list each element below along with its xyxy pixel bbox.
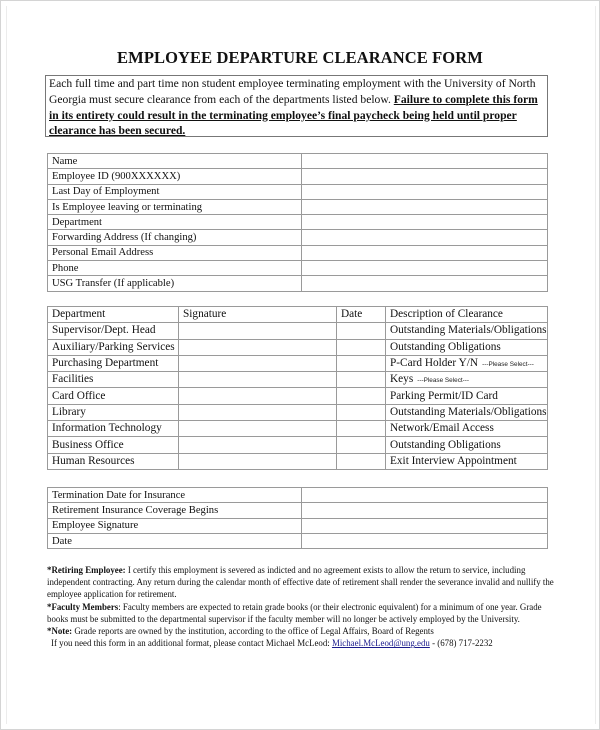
description-text: Outstanding Obligations [390, 340, 501, 353]
field-input[interactable] [302, 261, 548, 276]
date-field[interactable] [337, 453, 386, 469]
date-field[interactable] [337, 437, 386, 453]
field-label: Employee ID (900XXXXXX) [48, 169, 302, 184]
note-faculty: *Faculty Members: Faculty members are expected to retain grade books (or their electronic equivalent) for a minimum of one year. Grade books must be submitted to the departmental supervisor if the faculty member will no longer be actively employed by the University. [47, 601, 542, 624]
clearance-row [48, 355, 548, 371]
field-input[interactable] [302, 169, 548, 184]
clearance-description [386, 404, 548, 420]
clearance-description [386, 339, 548, 355]
field-input[interactable] [302, 533, 548, 548]
signature-field[interactable] [179, 339, 337, 355]
signature-field[interactable] [179, 404, 337, 420]
employee-info-row [48, 261, 548, 276]
department-name: Auxiliary/Parking Services [48, 339, 179, 355]
signature-field[interactable] [179, 372, 337, 388]
description-text: Parking Permit/ID Card [390, 389, 498, 402]
date-field[interactable] [337, 404, 386, 420]
field-label: Department [48, 215, 302, 230]
field-input[interactable] [302, 199, 548, 214]
clearance-description [386, 355, 548, 371]
department-name: Card Office [48, 388, 179, 404]
field-input[interactable] [302, 276, 548, 291]
column-header: Description of Clearance [386, 307, 548, 323]
field-input[interactable] [302, 518, 548, 533]
description-text: Exit Interview Appointment [390, 454, 517, 467]
field-label: Personal Email Address [48, 245, 302, 260]
contact-email-link[interactable]: Michael.McLeod@ung.edu [331, 638, 430, 649]
description-text: Outstanding Materials/Obligations [390, 324, 547, 337]
field-label: Retirement Insurance Coverage Begins [48, 503, 302, 518]
employee-info-row [48, 199, 548, 214]
date-field[interactable] [337, 339, 386, 355]
date-field[interactable] [337, 355, 386, 371]
field-input[interactable] [302, 154, 548, 169]
field-input[interactable] [302, 215, 548, 230]
insurance-row [48, 518, 548, 533]
clearance-description [386, 453, 548, 469]
signature-field[interactable] [179, 323, 337, 339]
employee-info-row [48, 154, 548, 169]
clearance-row [48, 372, 548, 388]
clearance-row [48, 453, 548, 469]
field-input[interactable] [302, 184, 548, 199]
field-label: Forwarding Address (If changing) [48, 230, 302, 245]
department-name: Library [48, 404, 179, 420]
column-header: Date [337, 307, 386, 323]
date-field[interactable] [337, 388, 386, 404]
date-field[interactable] [337, 372, 386, 388]
description-text: Outstanding Materials/Obligations [390, 405, 547, 418]
description-text: Network/Email Access [390, 422, 494, 435]
insurance-table [47, 487, 548, 549]
employee-info-row [48, 184, 548, 199]
insurance-row [48, 533, 548, 548]
intro-warning: Failure to complete this form in its entirety could result in the terminating employee’s final paycheck being held until proper clearance has been secured. [49, 92, 538, 138]
please-select-dropdown[interactable]: ---Please Select--- [417, 376, 470, 384]
signature-field[interactable] [179, 388, 337, 404]
field-label: Phone [48, 261, 302, 276]
department-name: Facilities [48, 372, 179, 388]
employee-info-row [48, 276, 548, 291]
description-text: Outstanding Obligations [390, 438, 501, 451]
insurance-row [48, 503, 548, 518]
clearance-description [386, 323, 548, 339]
insurance-row [48, 488, 548, 503]
clearance-row [48, 323, 548, 339]
field-label: Termination Date for Insurance [48, 488, 302, 503]
field-label: USG Transfer (If applicable) [48, 276, 302, 291]
employee-info-table [47, 153, 548, 292]
employee-info-row [48, 215, 548, 230]
field-label: Name [48, 154, 302, 169]
field-label: Is Employee leaving or terminating [48, 199, 302, 214]
clearance-row [48, 388, 548, 404]
clearance-table [47, 306, 548, 470]
signature-field[interactable] [179, 437, 337, 453]
please-select-dropdown[interactable]: ---Please Select--- [482, 360, 534, 368]
clearance-description [386, 421, 548, 437]
description-text: P-Card Holder Y/N [390, 356, 479, 369]
clearance-description [386, 437, 548, 453]
signature-field[interactable] [179, 453, 337, 469]
field-input[interactable] [302, 245, 548, 260]
employee-info-row [48, 245, 548, 260]
clearance-row [48, 437, 548, 453]
department-name: Information Technology [48, 421, 179, 437]
field-label: Last Day of Employment [48, 184, 302, 199]
clearance-description [386, 372, 548, 388]
signature-field[interactable] [179, 355, 337, 371]
field-input[interactable] [302, 503, 548, 518]
footer-notes [47, 564, 557, 649]
clearance-row [48, 404, 548, 420]
employee-info-row [48, 230, 548, 245]
form-title: EMPLOYEE DEPARTURE CLEARANCE FORM [117, 48, 483, 67]
field-input[interactable] [302, 488, 548, 503]
date-field[interactable] [337, 421, 386, 437]
date-field[interactable] [337, 323, 386, 339]
clearance-description [386, 388, 548, 404]
field-input[interactable] [302, 230, 548, 245]
clearance-row [48, 339, 548, 355]
field-label: Date [48, 533, 302, 548]
intro-box [45, 75, 548, 137]
department-name: Supervisor/Dept. Head [48, 323, 179, 339]
description-text: Keys [390, 372, 414, 385]
field-label: Employee Signature [48, 518, 302, 533]
clearance-row [48, 421, 548, 437]
note-general: *Note: Grade reports are owned by the institution, according to the office of Legal Affairs, Board of Regents [47, 626, 434, 637]
employee-info-row [48, 169, 548, 184]
clearance-header-row [48, 307, 548, 323]
column-header: Signature [179, 307, 337, 323]
department-name: Human Resources [48, 453, 179, 469]
signature-field[interactable] [179, 421, 337, 437]
department-name: Business Office [48, 437, 179, 453]
column-header: Department [48, 307, 179, 323]
intro-text: Each full time and part time non student employee terminating employment with the University of North Georgia must secure clearance from each of the departments listed below. [49, 77, 536, 106]
contact-line: If you need this form in an additional format, please contact Michael McLeod: Michael.McLeod@ung.edu - (678) 717-2232 [51, 638, 493, 649]
note-retiring: *Retiring Employee: I certify this employment is severed as indicted and no agreement exists to allow the return to service, including independent contracting. Any return during the calendar month of effective date of retirement shall render the severance invalid and nullify the employee application for retirement. [47, 565, 554, 600]
department-name: Purchasing Department [48, 355, 179, 371]
